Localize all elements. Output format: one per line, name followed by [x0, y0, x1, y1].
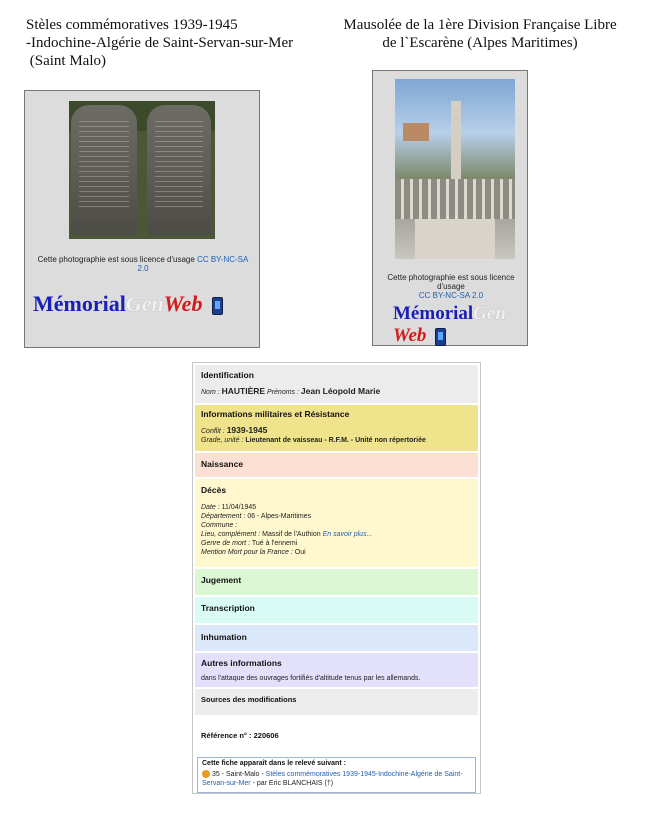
deces-mention-line: [201, 548, 306, 557]
section-identification: [195, 365, 478, 403]
section-heading: Identification: [201, 370, 254, 380]
memorialgenweb-logo-right[interactable]: [393, 303, 523, 347]
genre-label: Genre de mort :: [201, 540, 251, 547]
section-heading: Naissance: [201, 459, 244, 469]
releve-link[interactable]: Stèles commémoratives 1939-1945-Indochine-Algérie de Saint-Servan-sur-Mer: [202, 771, 463, 787]
brand-web: Web: [163, 291, 203, 316]
mausolee-building: [403, 123, 429, 141]
caption-right: [320, 16, 640, 52]
licence-text: Cette photographie est sous licence d'usage: [37, 255, 195, 264]
section-naissance: [195, 453, 478, 477]
grade-label: Grade, unité :: [201, 437, 244, 444]
grade-line: [201, 436, 426, 445]
stele-left: [71, 105, 137, 235]
caption-right-line-1: Mausolée de la 1ère Division Française Libre: [343, 17, 617, 33]
stele-right: [147, 105, 211, 235]
photo-mausolee[interactable]: [395, 79, 515, 259]
nom-value: HAUTIÈRE: [221, 386, 266, 396]
section-jugement: [195, 569, 478, 595]
caption-left-line-2: -Indochine-Algérie de Saint-Servan-sur-Mer: [26, 35, 294, 51]
info-icon: [202, 770, 210, 778]
grade-value: Lieutenant de vaisseau - R.F.M. - Unité non répertoriée: [245, 437, 426, 444]
brand-gen: Gen: [473, 303, 506, 324]
section-heading: Transcription: [201, 603, 255, 613]
fiche-record: [192, 362, 481, 794]
mausolee-obelisk: [451, 101, 461, 181]
brand-memorial: Mémorial: [393, 303, 474, 324]
caption-left-line-3: (Saint Malo): [26, 53, 106, 69]
releve-box: [197, 757, 476, 793]
departement-value: 06 - Alpes-Maritimes: [247, 513, 312, 520]
caption-left-line-1: Stèles commémoratives 1939-1945: [26, 17, 238, 33]
deces-departement-line: [201, 512, 311, 521]
brand-gen: Gen: [125, 291, 164, 316]
phone-icon: [435, 328, 446, 346]
section-reference: [195, 717, 478, 753]
brand-web: Web: [393, 325, 427, 346]
phone-icon: [212, 297, 223, 315]
mausolee-floor: [415, 219, 495, 259]
date-value: 11/04/1945: [221, 504, 257, 511]
section-heading: Décès: [201, 485, 227, 495]
conflit-value: 1939-1945: [226, 425, 268, 435]
conflit-line: [201, 426, 267, 436]
licence-link[interactable]: CC BY-NC-SA 2.0: [418, 291, 484, 300]
memorialgenweb-logo-left[interactable]: [33, 291, 223, 317]
en-savoir-plus-link[interactable]: En savoir plus...: [322, 531, 373, 538]
releve-heading: Cette fiche apparaît dans le relevé suivant :: [202, 760, 346, 767]
section-heading: Sources des modifications: [201, 695, 297, 704]
photo-card-steles: [24, 90, 260, 348]
photo-steles[interactable]: [69, 101, 215, 239]
section-heading: Inhumation: [201, 632, 247, 642]
releve-line: [202, 770, 471, 788]
deces-lieu-line: [201, 530, 372, 539]
licence-left: [25, 255, 261, 273]
section-transcription: [195, 597, 478, 623]
releve-prefix: 35 - Saint-Malo -: [211, 771, 264, 778]
lieu-label: Lieu, complément :: [201, 531, 261, 538]
licence-link[interactable]: CC BY-NC-SA: [197, 255, 249, 264]
licence-version[interactable]: 2.0: [137, 264, 149, 273]
section-heading: Autres informations: [201, 658, 282, 668]
departement-label: Département :: [201, 513, 246, 520]
deces-commune-line: [201, 521, 237, 530]
section-autres: [195, 653, 478, 687]
photo-card-mausolee: [372, 70, 528, 346]
genre-value: Tué à l'ennemi: [251, 540, 298, 547]
brand-memorial: Mémorial: [33, 291, 126, 316]
conflit-label: Conflit :: [201, 428, 225, 435]
section-heading: Jugement: [201, 575, 242, 585]
section-inhumation: [195, 625, 478, 651]
prenoms-label: Prénoms :: [267, 389, 299, 396]
autres-text: dans l'attaque des ouvrages fortifiés d'altitude tenus par les allemands.: [201, 675, 421, 682]
section-heading: Informations militaires et Résistance: [201, 409, 350, 419]
caption-left: [26, 16, 336, 70]
reference-number: Référence n° : 220606: [201, 731, 279, 740]
caption-right-line-2: de l`Escarène (Alpes Maritimes): [382, 35, 578, 51]
section-militaire: [195, 405, 478, 451]
commune-label: Commune :: [201, 522, 238, 529]
lieu-value: Massif de l'Authion: [262, 531, 321, 538]
mention-label: Mention Mort pour la France :: [201, 549, 293, 556]
licence-text: Cette photographie est sous licence d'usage: [387, 273, 515, 291]
date-label: Date :: [201, 504, 220, 511]
mention-value: Oui: [294, 549, 306, 556]
section-sources: [195, 689, 478, 715]
nom-label: Nom :: [201, 389, 220, 396]
licence-right: [373, 273, 529, 300]
releve-suffix: - par Eric BLANCHAIS (†): [252, 780, 334, 787]
mausolee-pillars: [395, 179, 515, 219]
prenoms-value: Jean Léopold Marie: [300, 386, 381, 396]
section-deces: [195, 479, 478, 567]
identification-line: [201, 387, 380, 397]
deces-date-line: [201, 503, 256, 512]
deces-genre-line: [201, 539, 297, 548]
